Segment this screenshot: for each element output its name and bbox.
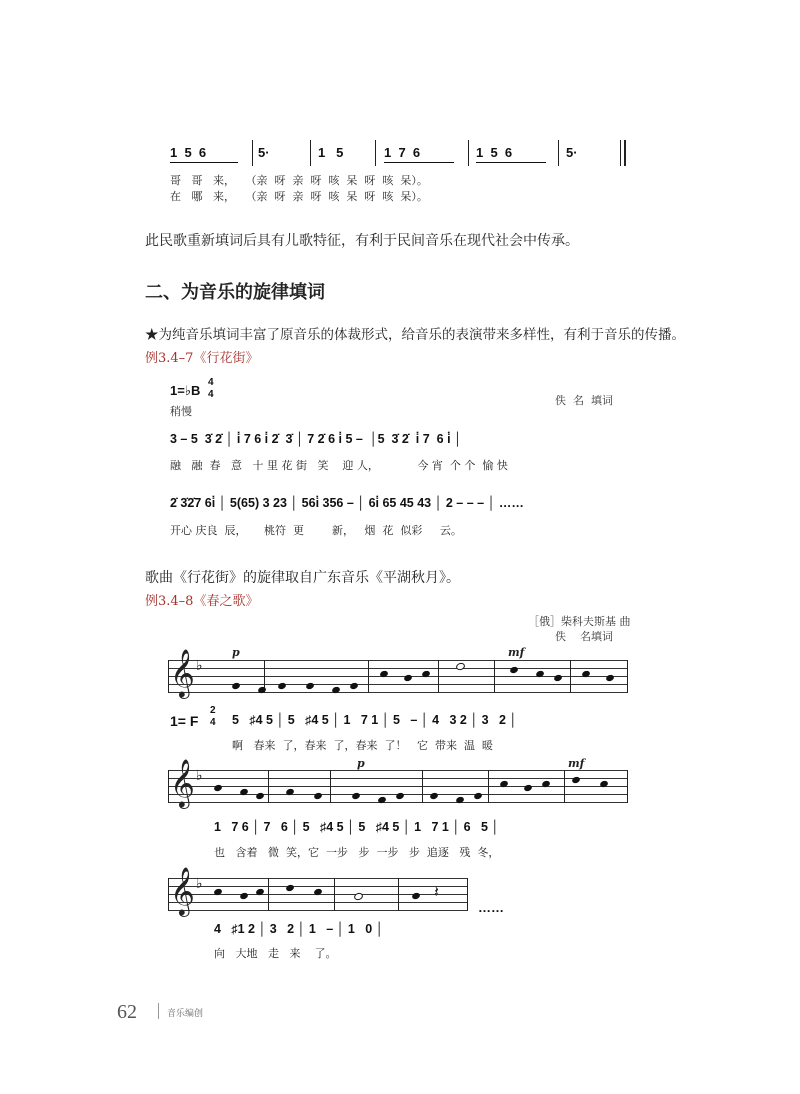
star-paragraph: ★为纯音乐填词丰富了原音乐的体裁形式，给音乐的表演带来多样性，有利于音乐的传播。 — [145, 327, 685, 343]
beam — [170, 162, 238, 163]
treble-clef-icon: 𝄞 — [170, 758, 195, 807]
tempo-marking: 稍慢 — [170, 405, 192, 418]
example-1-lyrics-line-1: 融 融 春 意 十 里 花 街 笑 迎 人， 今 宵 个 个 愉 快 — [170, 459, 508, 472]
treble-clef-icon: 𝄞 — [170, 866, 195, 915]
dynamic-piano: p — [232, 646, 240, 659]
final-barline — [624, 140, 626, 166]
top-score-lyrics-2: 在 哪 来， （亲 呀 亲 呀 咳 呆 呀 咳 呆）。 — [170, 190, 428, 203]
flat-icon: ♭ — [196, 658, 203, 674]
top-score-lyrics-1: 哥 哥 来， （亲 呀 亲 呀 咳 呆 呀 咳 呆）。 — [170, 174, 428, 187]
beam — [384, 162, 454, 163]
footer-divider — [158, 1003, 159, 1019]
barline — [310, 140, 311, 166]
footer-section-title: 音乐编创 — [167, 1009, 204, 1019]
dynamic-mezzo-forte: mf — [568, 757, 585, 770]
time-signature-top: 4 — [208, 377, 214, 388]
example-2-time-bottom: 4 — [210, 717, 216, 728]
beam — [476, 162, 546, 163]
example-1-notes-line-1: 3 – 5 3̇ 2̇ │ i̇ 7 6 i̇ 2̇ 3̇ │ 7 2̇ 6 i̇ 5 – │5 3̇ 2̇ i̇ 7 6 i̇ │ — [170, 432, 462, 446]
treble-clef-icon: 𝄞 — [170, 648, 195, 697]
continuation-ellipsis: …… — [478, 900, 504, 915]
flat-icon: ♭ — [196, 876, 203, 892]
example-2-notes-row-1: 5 ♯4 5 │ 5 ♯4 5 │ 1 7 1 │ 5 – │ 4 3 2 │ 3 2 │ — [232, 713, 518, 727]
example-2-key: 1= F — [170, 713, 199, 729]
top-score-group-4: 1 7 6 — [384, 145, 421, 160]
example-2-notes-row-3: 4 ♯1 2 │ 3 2 │ 1 – │ 1 0 │ — [214, 922, 384, 936]
example-2-composer: ［俄］柴科夫斯基 曲 — [528, 615, 631, 628]
example-1-credit: 佚 名 填词 — [555, 394, 613, 407]
example-2-title: 例3.4–8《春之歌》 — [145, 594, 259, 609]
example-1-title: 例3.4–7《行花街》 — [145, 351, 259, 366]
example-2-time-top: 2 — [210, 705, 216, 716]
barline — [468, 140, 469, 166]
dynamic-piano: p — [357, 757, 365, 770]
example-1-lyrics-line-2: 开心 庆良 辰， 桃符 更 新， 烟 花 似彩 云。 — [170, 524, 462, 537]
section-heading: 二、为音乐的旋律填词 — [145, 282, 325, 303]
paragraph-2: 歌曲《行花街》的旋律取自广东音乐《平湖秋月》。 — [145, 570, 460, 586]
barline — [375, 140, 376, 166]
staff-3 — [168, 866, 468, 915]
top-score-group-5: 1 5 6 — [476, 145, 513, 160]
page-number: 62 — [117, 1001, 137, 1023]
example-2-lyrics-row-1: 啊 春来 了，春来 了，春来 了！ 它 带来 温 暖 — [232, 739, 493, 752]
example-1-key: 1=♭B — [170, 383, 201, 398]
top-score-group-3: 1 5 — [318, 145, 344, 160]
example-2-lyricist: 佚 名填词 — [555, 630, 613, 643]
top-score-group-2: 5· — [258, 145, 270, 160]
flat-icon: ♭ — [196, 768, 203, 784]
top-score-group-6: 5· — [566, 145, 578, 160]
paragraph-1: 此民歌重新填词后具有儿歌特征，有利于民间音乐在现代社会中传承。 — [145, 233, 579, 249]
example-2-notes-row-2: 1 7 6 │ 7 6 │ 5 ♯4 5 │ 5 ♯4 5 │ 1 7 1 │ 6 5 │ — [214, 820, 500, 834]
barline — [252, 140, 253, 166]
example-2-lyrics-row-3: 向 大地 走 来 了。 — [214, 947, 337, 960]
example-1-notes-line-2: 2̇ 3̇2̇7 6i̇ │ 5(65) 3 23 │ 56i̇ 356 – │ 6i̇ 65 45 43 │ 2 – – – │ …… — [170, 496, 524, 510]
barline — [558, 140, 559, 166]
time-signature-bottom: 4 — [208, 389, 214, 400]
barline — [620, 140, 621, 166]
example-2-lyrics-row-2: 也 含着 微 笑，它 一步 步 一步 步 追逐 残 冬， — [214, 846, 500, 859]
top-score-group-1: 1 5 6 — [170, 145, 207, 160]
dynamic-mezzo-forte: mf — [508, 646, 525, 659]
rest-icon: 𝄽 — [434, 882, 439, 901]
